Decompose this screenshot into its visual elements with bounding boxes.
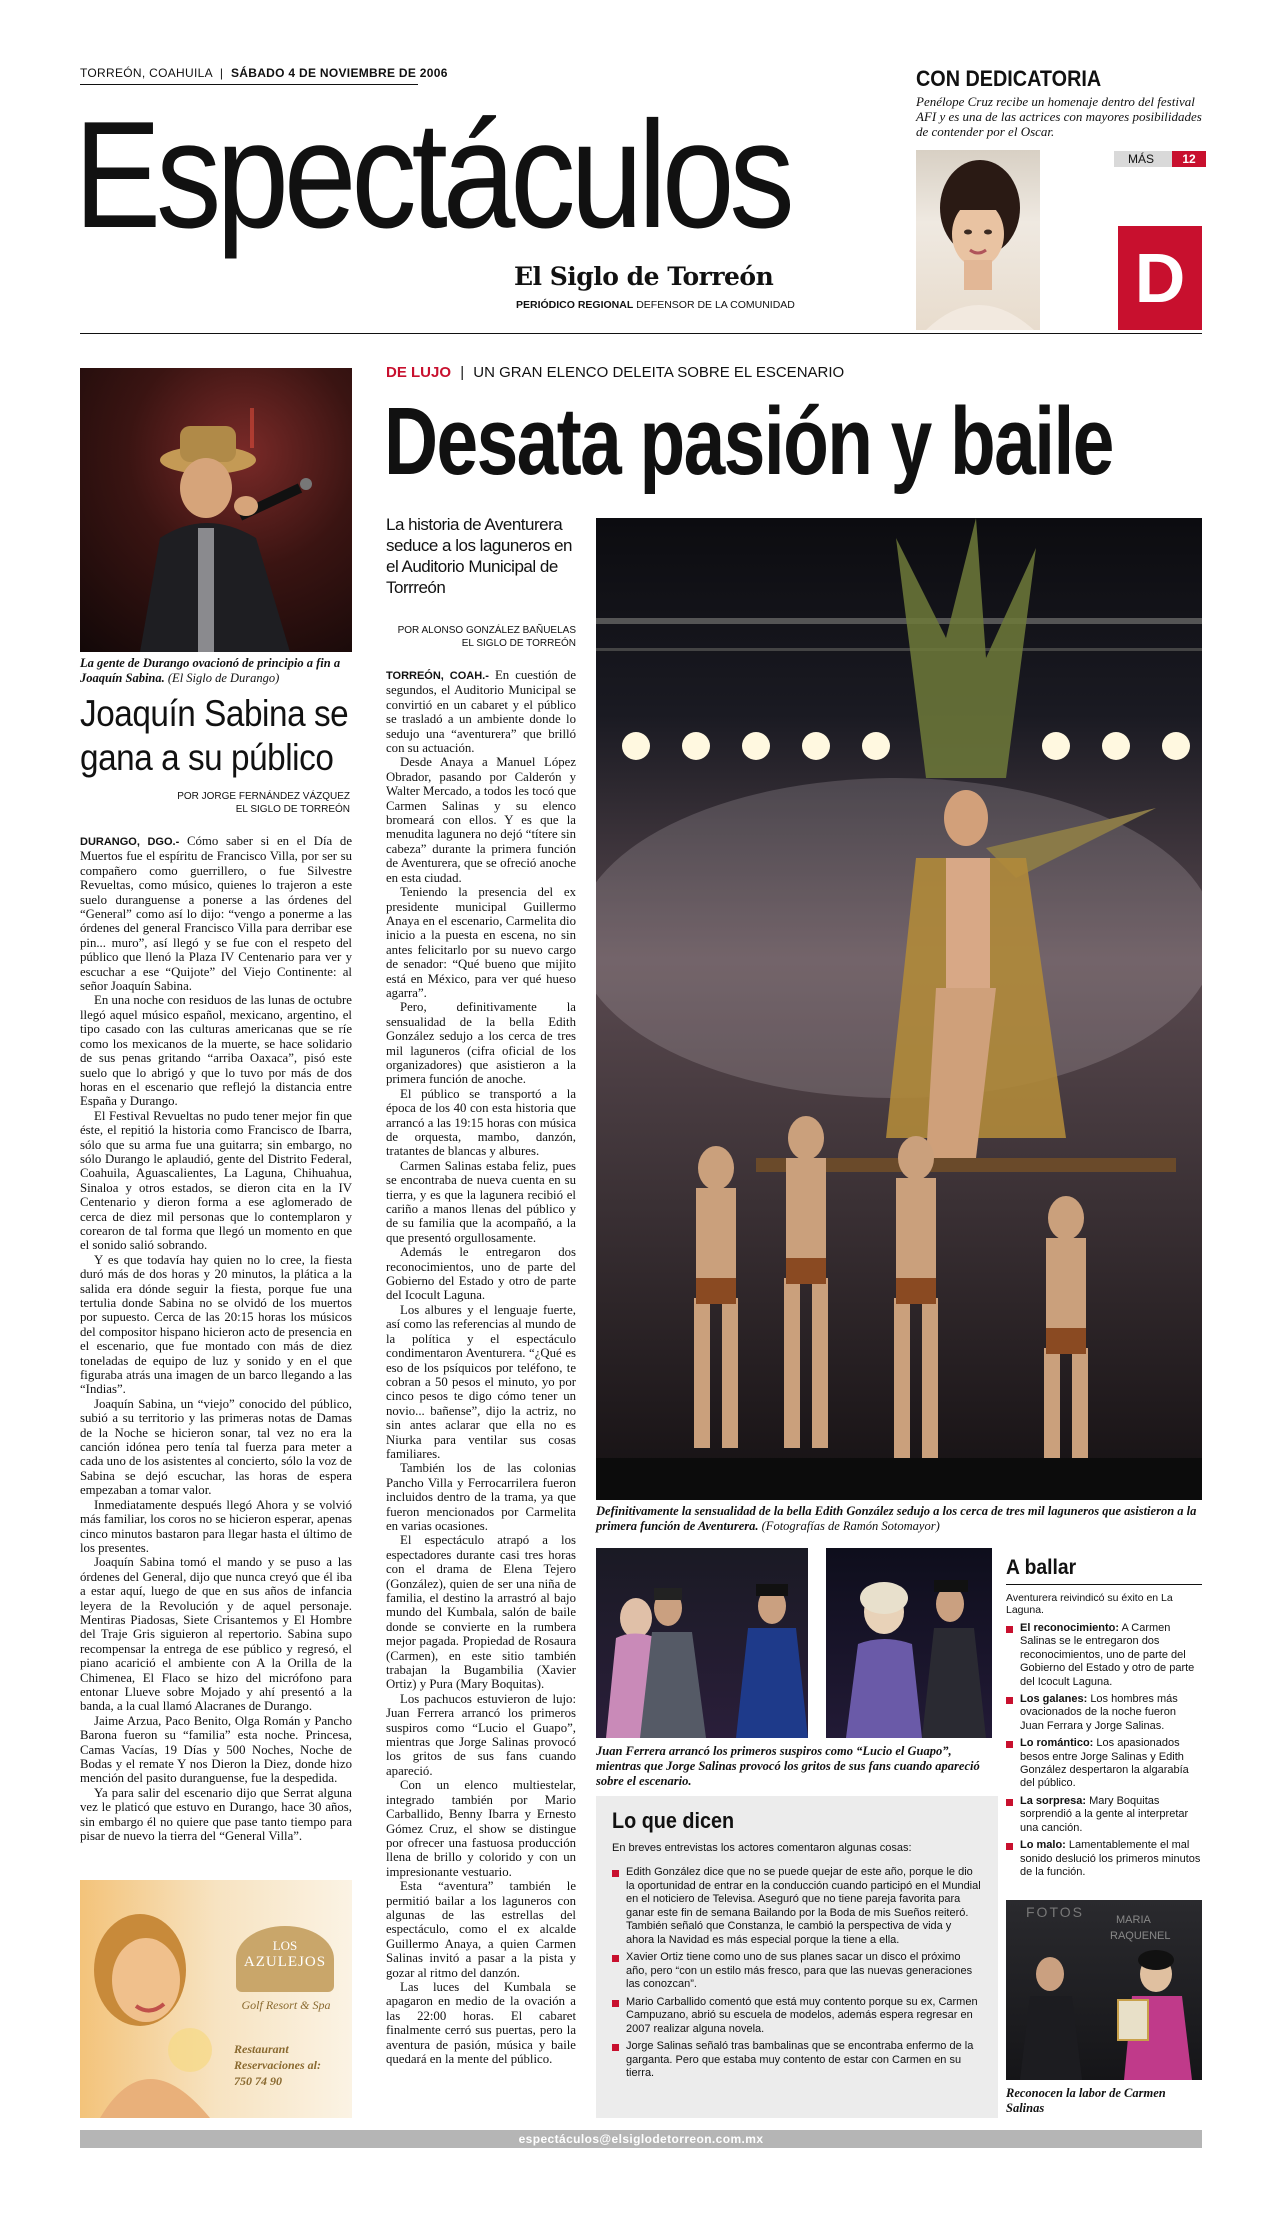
- main-headline[interactable]: Desata pasión y baile: [384, 388, 1113, 495]
- main-paragraph: TORREÓN, COAH.- En cuestión de segundos, el Auditorio Municipal se convirtió en un cabaret y el público se trasladó a un ambiente donde lo sedujo una “aventurera” que brilló con su actuación.: [386, 668, 576, 756]
- sabina-photo: [80, 368, 352, 652]
- ad-reservations: Reservaciones al:: [234, 2058, 321, 2072]
- sabina-paragraph: Joaquín Sabina tomó el mando y se puso a las órdenes del General, dijo que nunca creyó que él iba a estar aquí, luego de que en sus años de infancia leyera de la Revolución y de aquel personaje. Mentiras Piadosas, Siete Crisantemos y El Hombre del Traje Gris siguieron al repertorio. Sabina supo recompensar la entrega de ese público y regresó, el piano acarició el ambiente con A la Orilla de la Chimenea, El Flaco se hizo del micrófono para entonar Llueve sobre Mojado y ahí presentó a la banda, a la cual llamó Alacranes de Durango.: [80, 1555, 352, 1714]
- main-deck: La historia de Aventurera seduce a los laguneros en el Auditorio Municipal de Torrreón: [386, 515, 572, 597]
- stage-photo-caption: [596, 1504, 1202, 1534]
- a-ballar-title: A ballar: [1006, 1556, 1077, 1579]
- list-item: Xavier Ortiz tiene como uno de sus planes sacar un disco el próximo año, pero “con un estilo más fresco, para que las nuevas generaciones las conozcan”.: [612, 1951, 982, 1992]
- footer-bar: [80, 2130, 1202, 2148]
- promo-more[interactable]: [1114, 151, 1206, 167]
- list-item: La sorpresa: Mary Boquitas sorprendió a la gente al interpretar una canción.: [1006, 1795, 1202, 1835]
- sabina-byline-author: POR JORGE FERNÁNDEZ VÁZQUEZ: [177, 791, 350, 802]
- stage-photo: [596, 518, 1202, 1500]
- sabina-photo-caption: [80, 656, 352, 686]
- main-paragraph: Esta “aventura” también le permitió bailar a los laguneros con algunas de las estrellas del espectáculo, como el ex alcalde Guillermo Anaya, a quien Carmen Salinas invitó a pasar a la pista y gozar al ritmo del danzón.: [386, 1879, 576, 1980]
- sabina-paragraph: Joaquín Sabina, un “viejo” conocido del público, subió a su territorio y las primeras notas de Damas de la Noche se hicieron sonar, tal vez no era la canción idónea pero tenía tal fuerza para meter a cada uno de los asistentes al concierto, sólo la voz de Sabina se dejó escuchar, las horas de espera empezaban a tomar valor.: [80, 1396, 352, 1498]
- tagline-rest: DEFENSOR DE LA COMUNIDAD: [636, 299, 795, 311]
- main-paragraph: Carmen Salinas estaba feliz, pues se encontraba de nueva cuenta en su tierra, y es que la lagunera recibió el cariño a manos llenas del público y de su familia que la acompañó, a la que presentó orgullosamente.: [386, 1158, 576, 1245]
- main-byline-author: POR ALONSO GONZÁLEZ BAÑUELAS: [397, 625, 576, 636]
- list-item: Lo romántico: Los apasionados besos entre Jorge Salinas y Edith González despertaron la algarabía del público.: [1006, 1737, 1202, 1791]
- dateline-city: TORREÓN, COAHUILA: [80, 66, 213, 80]
- sabina-byline: [80, 790, 350, 816]
- main-paragraph: Las luces del Kumbala se apagaron en medio de la ovación a las 22:00 horas. El cabaret finalmente cerró sus puertas, pero la aventura de pasión, música y baile quedará en la mente del público.: [386, 1979, 576, 2066]
- newspaper-tagline: [516, 299, 795, 311]
- more-label: MÁS: [1128, 152, 1155, 166]
- stage-caption-main: Definitivamente la sensualidad de la bella Edith González sedujo a los cerca de tres mil laguneros que asistieron a la primera función de Aventurera.: [596, 1504, 1197, 1533]
- lo-que-dicen-intro: En breves entrevistas los actores comentaron algunas cosas:: [612, 1842, 912, 1854]
- ferrera-photo: [596, 1548, 808, 1738]
- salinas-illustration: [826, 1548, 992, 1738]
- penelope-portrait-illustration: [916, 150, 1040, 330]
- main-article-body: [386, 668, 576, 2120]
- sabina-singer-illustration: [80, 368, 352, 652]
- main-byline: [386, 624, 576, 650]
- reconocimiento-caption: Reconocen la labor de Carmen Salinas: [1006, 2086, 1166, 2115]
- ad-brand-line1: LOS: [272, 1938, 298, 1953]
- stage-dancers-illustration: [596, 518, 1202, 1500]
- sabina-byline-org: EL SIGLO DE TORREÓN: [235, 804, 350, 815]
- ad-woman-illustration: [80, 1880, 220, 2118]
- main-kicker: DE LUJO | UN GRAN ELENCO DELEITA SOBRE EL ESCENARIO: [386, 364, 845, 381]
- list-item: Lo malo: Lamentablemente el mal sonido deslució los primeros minutos de la función.: [1006, 1839, 1202, 1879]
- main-byline-org: EL SIGLO DE TORREÓN: [461, 638, 576, 649]
- list-item: El reconocimiento: A Carmen Salinas se le entregaron dos reconocimientos, uno de parte del Gobierno del Estado y otro de parte del Icocult Laguna.: [1006, 1622, 1202, 1689]
- list-item: Los galanes: Los hombres más ovacionados de la noche fueron Juan Ferrara y Jorge Salinas.: [1006, 1693, 1202, 1733]
- masthead-rule: [80, 333, 1202, 334]
- sabina-caption-main: La gente de Durango ovacionó de principio a fin a Joaquín Sabina.: [80, 656, 341, 685]
- sabina-paragraph: Ya para salir del escenario dijo que Serrat alguna vez le platicó que estuvo en Durango, hace 30 años, sin embargo él no quiere que pase tanto tiempo para pisar de nuevo la tierra del “General Villa”.: [80, 1785, 352, 1844]
- main-paragraph: Los albures y el lenguaje fuerte, así como las referencias al mundo de la política y el espectáculo condimentaron Aventurera. “¿Qué es eso de los psíquicos por teléfono, te cobran a 50 pesos el minuto, yo por cinco pesos te digo cómo tener un novio... bañense”, dijo la actriz, no sin antes aclarar que ella no es Niurka para ventilar sus cosas familiares.: [386, 1302, 576, 1461]
- kicker-label: DE LUJO: [386, 364, 452, 381]
- photo-backdrop-text-3: RAQUENEL: [1110, 1930, 1171, 1942]
- promo-text: Penélope Cruz recibe un homenaje dentro del festival AFI y es una de las actrices con mayores posibilidades de contender por el Oscar.: [916, 94, 1202, 139]
- ad-logo: [236, 1926, 334, 1992]
- dateline-bar: TORREÓN, COAHUILA | SÁBADO 4 DE NOVIEMBRE DE 2006: [80, 66, 448, 80]
- sabina-caption-credit: (El Siglo de Durango): [167, 671, 280, 685]
- main-paragraph: Teniendo la presencia del ex presidente municipal Guillermo Anaya en el escenario, Carmelita dio inicio a la puesta en escena, no sin antes felicitarlo por su nuevo cargo de senador: “Qué bueno que mijito está en México, para ver qué hueso agarra”.: [386, 885, 576, 1000]
- ad-brand-line2: AZULEJOS: [243, 1954, 327, 1970]
- a-ballar-list: [1006, 1622, 1202, 1883]
- ad-sub: Golf Resort & Spa: [241, 1998, 331, 2012]
- ad-restaurant: Restaurant: [234, 2042, 289, 2056]
- sabina-paragraph: Inmediatamente después llegó Ahora y se volvió más familiar, los coros no se hicieron esperar, apenas cinco minutos bastaron para llegar hasta el último de los presentes.: [80, 1497, 352, 1555]
- lo-que-dicen-title: Lo que dicen: [612, 1808, 735, 1833]
- sabina-article-body: [80, 834, 352, 1850]
- main-paragraph: Pero, definitivamente la sensualidad de la bella Edith González sedujo a los cerca de tres mil laguneros (cifra oficial de los organizadores) que asistieron a la primera función de anoche.: [386, 1000, 576, 1087]
- promo-title[interactable]: CON DEDICATORIA: [916, 66, 1102, 91]
- stage-caption-credit: (Fotografías de Ramón Sotomayor): [761, 1519, 940, 1533]
- list-item: Edith González dice que no se puede quejar de este año, porque le dio la oportunidad de entrar en la conducción cuando participó en el Mundial en el noticiero de Televisa. Aseguró que no tiene pareja favorita para ganar este fin de semana Bailando por la Boda de mis Sueños reiteró. También señaló que Constanza, le cambió la perspectiva de vida y ahora la Navidad es más especial porque la tiene a ella.: [612, 1866, 982, 1947]
- newspaper-name: El Siglo de Torreón: [514, 262, 774, 291]
- dateline-date: SÁBADO 4 DE NOVIEMBRE DE 2006: [230, 66, 448, 80]
- kicker-rest: UN GRAN ELENCO DELEITA SOBRE EL ESCENARIO: [473, 364, 845, 381]
- sabina-paragraph: Jaime Arzua, Paco Benito, Olga Román y Pancho Barona fueron su “familia” esta noche. Princesa, Camas Vacías, 19 Días y 500 Noches, Noche de Bodas y el remate Y nos Dieron la Diez, donde hizo mención del pasito duranguense, fue la despedida.: [80, 1713, 352, 1786]
- reconocimiento-photo: [1006, 1900, 1202, 2080]
- reconocimiento-illustration: [1006, 1900, 1202, 2080]
- main-dateline: TORREÓN, COAH.-: [386, 670, 489, 682]
- ferrera-illustration: [596, 1548, 808, 1738]
- section-title: Espectáculos: [74, 90, 790, 260]
- footer-email[interactable]: espectáculos@elsiglodetorreon.com.mx: [518, 2132, 764, 2146]
- photo-backdrop-text-1: FOTOS: [1026, 1904, 1084, 1920]
- list-item: Mario Carballido comentó que está muy contento porque su ex, Carmen Campuzano, abrió su escuela de modelos, además espera regresar en 2007 realizar alguna novela.: [612, 1996, 982, 2037]
- photo-backdrop-text-2: MARIA: [1116, 1914, 1151, 1926]
- main-paragraph: El público se transportó a la época de los 40 con esta historia que arrancó a las 19:15 horas con música de orquesta, mambo, danzón, tratantes de blancas y albures.: [386, 1086, 576, 1159]
- sabina-dateline: DURANGO, DGO.-: [80, 836, 180, 848]
- penelope-photo: [916, 150, 1040, 330]
- azulejos-ad[interactable]: [80, 1880, 352, 2118]
- main-paragraph: El espectáculo atrapó a los espectadores durante casi tres horas con el drama de Elena Tejero (González), quien de ser una niña de familia, el destino la arrastró al bajo mundo del Kumbala, salón de baile donde se convierte en la rumbera mejor pagada. Propiedad de Rosaura (Carmen), en este sitio también trabajan la Bugambilia (Xavier Ortiz) y Pura (Mary Boquitas).: [386, 1533, 576, 1692]
- a-ballar-intro: Aventurera reivindicó su éxito en La Laguna.: [1006, 1592, 1173, 1616]
- salinas-photo: [826, 1548, 992, 1738]
- sabina-paragraph: Y es que todavía hay quien no lo cree, la fiesta duró más de dos horas y 20 minutos, la plática a la salida era dónde seguir la fiesta, porque fue una tertulia donde Sabina no se olvidó de los muertos por supuesto. Cerca de las 20:15 horas los músicos del compositor hispano hicieron acto de presencia en el escenario, que fue montado con más de diez toneladas de equipo de luz y sonido y en el que figuraba atrás una imagen de un barco llegando a las “Indias”.: [80, 1252, 352, 1397]
- main-paragraph: Además le entregaron dos reconocimientos, uno de parte del Gobierno del Estado y otro de parte del Icocult Laguna.: [386, 1245, 576, 1303]
- main-paragraph: También los de las colonias Pancho Villa y Ferrocarrilera fueron incluidos dentro de la trama, ya que fueron mencionados por Carmelita en varias ocasiones.: [386, 1461, 576, 1533]
- more-page: 12: [1172, 151, 1206, 167]
- list-item: Jorge Salinas señaló tras bambalinas que se encontraba enfermo de la garganta. Pero que estaba muy contento de estar con Carmen en su tierra.: [612, 2040, 982, 2081]
- main-paragraph: Los pachucos estuvieron de lujo: Juan Ferrera arrancó los primeros suspiros como “Lucio el Guapo”, mientras que Jorge Salinas provocó los gritos de sus fans cuando apareció.: [386, 1691, 576, 1778]
- sabina-headline[interactable]: Joaquín Sabina se gana a su público: [80, 693, 349, 778]
- dateline-rule: [80, 84, 418, 85]
- sabina-paragraph: El Festival Revueltas no pudo tener mejor fin que éste, el repitió la historia como Francisco de Ibarra, sólo que su arma fue una guitarra; sin embargo, no sólo Durango le aplaudió, gente del Distrito Federal, Coahuila, Aguascalientes, La Laguna, Chihuahua, Sinaloa y otros estados, se dieron cita en la IV Centenario y dieron forma a ese aglomerado de cerca de diez mil personas que lo contemplaron y corearon de tal forma que llegó un momento en que el sonido salió sobrando.: [80, 1108, 352, 1253]
- section-letter-box: [1118, 226, 1202, 330]
- lo-que-dicen-list: [612, 1866, 982, 2085]
- section-letter: D: [1134, 239, 1186, 317]
- small-photos-caption: Juan Ferrera arrancó los primeros suspiros como “Lucio el Guapo”, mientras que Jorge Salinas provocó los gritos de sus fans cuando apareció sobre el escenario.: [596, 1744, 980, 1788]
- ad-phone: 750 74 90: [234, 2074, 282, 2088]
- main-paragraph: Desde Anaya a Manuel López Obrador, pasando por Calderón y Walter Mercado, a todos les tocó que Carmen Salinas y su elenco bromeará con ellos. Y es que la menudita lagunera no dejó “títere sin cabeza” durante la primera función de Aventurera, que se ofreció anoche en esta ciudad.: [386, 755, 576, 885]
- sabina-paragraph: En una noche con residuos de las lunas de octubre llegó aquel músico español, mexicano, argentino, el tipo casado con las culturas americanas que se ríe como los mexicanos de la muerte, se hace solidario de sus penas gritando “arriba Oaxaca”, pisó este suelo que lo abrigó y que lo tuvo por más de dos horas en el escenario que reflejó la distancia entre España y Durango.: [80, 993, 352, 1109]
- sabina-paragraph: DURANGO, DGO.- Cómo saber si en el Día de Muertos fue el espíritu de Francisco Villa, por ser su compañero como guerrillero, o fue Silvestre Revueltas, como músico, quienes lo trajeron a este suelo duranguense a ponerse a las órdenes del “General” como así lo dijo: “vengo a ponerme a las órdenes del general Francisco Villa para derribar ese pin... muro”, así llegó y se fue con el respeto del público que llenó la Plaza IV Centenario para ver y escuchar a ese “Quijote” del Viejo Continente: al señor Joaquín Sabina.: [80, 834, 352, 994]
- a-ballar-rule: [1006, 1584, 1202, 1585]
- main-paragraph: Con un elenco multiestelar, integrado también por Mario Carballido, Benny Ibarra y Ernesto Gómez Cruz, el show se distingue por ofrecer una fastuosa producción llena de brillo y colorido y con un impresionante vestuario.: [386, 1778, 576, 1879]
- lo-que-dicen-box: [596, 1796, 998, 2118]
- tagline-bold: PERIÓDICO REGIONAL: [516, 299, 634, 311]
